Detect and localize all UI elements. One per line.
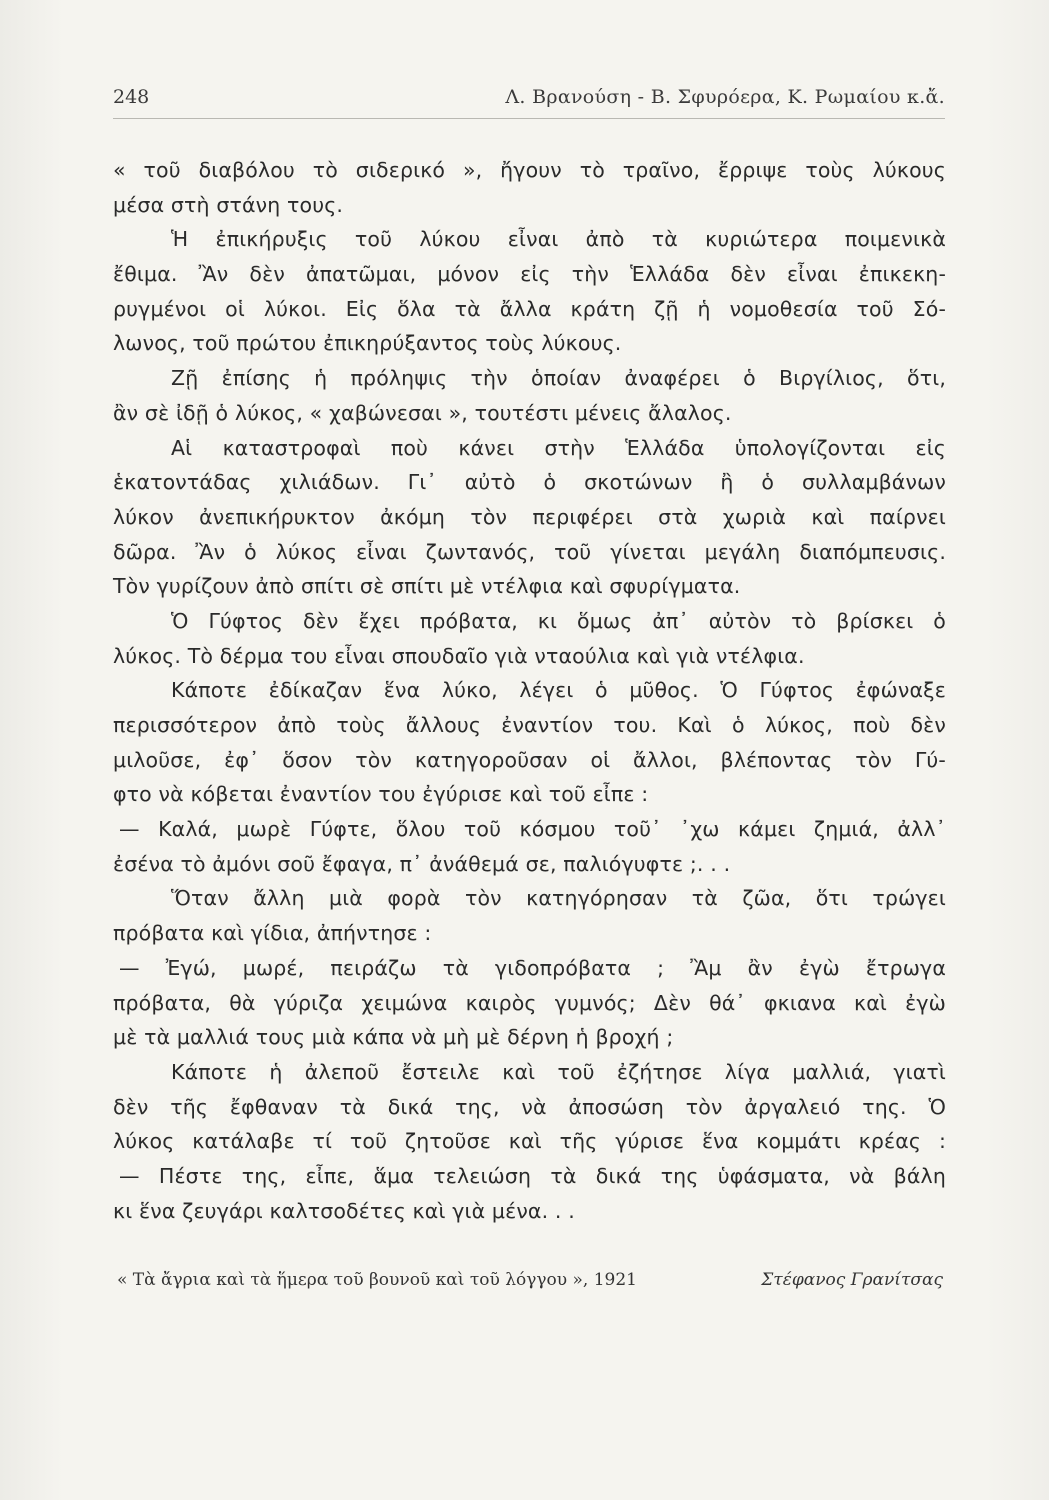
text-line: Ἡ ἐπικήρυξις τοῦ λύκου εἶναι ἀπὸ τὰ κυριώτερα ποιμενικὰ xyxy=(171,227,946,252)
text-line: Ζῇ ἐπίσης ἡ πρόληψις τὴν ὁποίαν ἀναφέρει ὁ Βιργίλιος, ὅτι, xyxy=(171,366,946,391)
text-line: Κάποτε ἡ ἀλεποῦ ἔστειλε καὶ τοῦ ἐζήτησε λίγα μαλλιά, γιατὶ xyxy=(171,1059,946,1084)
page-header xyxy=(113,86,945,116)
text-line: λωνος, τοῦ πρώτου ἐπικηρύξαντος τοὺς λύκους. xyxy=(113,331,622,356)
text-line: λύκος κατάλαβε τί τοῦ ζητοῦσε καὶ τῆς γύρισε ἕνα κομμάτι κρέας : xyxy=(113,1129,946,1154)
body-text xyxy=(113,153,946,1228)
text-line: — Πέστε της, εἶπε, ἅμα τελειώση τὰ δικά της ὑφάσματα, νὰ βάλη xyxy=(119,1163,946,1188)
text-line: ἔθιμα. Ἂν δὲν ἀπατῶμαι, μόνον εἰς τὴν Ἑλλάδα δὲν εἶναι ἐπικεκη- xyxy=(113,262,946,287)
source-author: Στέφανος Γρανίτσας xyxy=(761,1270,943,1290)
page-number: 248 xyxy=(113,86,150,108)
text-line: ἂν σὲ ἰδῇ ὁ λύκος, « χαβώνεσαι », τουτέστι μένεις ἄλαλος. xyxy=(113,400,732,425)
text-line: λύκος. Τὸ δέρμα του εἶναι σπουδαῖο γιὰ νταούλια καὶ γιὰ ντέλφια. xyxy=(113,643,805,668)
text-line: Κάποτε ἐδίκαζαν ἕνα λύκο, λέγει ὁ μῦθος. Ὁ Γύφτος ἐφώναξε xyxy=(171,678,946,703)
text-line: μὲ τὰ μαλλιά τους μιὰ κάπα νὰ μὴ μὲ δέρνη ἡ βροχή ; xyxy=(113,1025,674,1050)
text-line: Αἱ καταστροφαὶ ποὺ κάνει στὴν Ἑλλάδα ὑπολογίζονται εἰς xyxy=(171,435,946,460)
text-line: ἑκατοντάδας χιλιάδων. Γι᾽ αὐτὸ ὁ σκοτώνων ἢ ὁ συλλαμβάνων xyxy=(113,470,946,495)
source-citation: « Τὰ ἄγρια καὶ τὰ ἥμερα τοῦ βουνοῦ καὶ τοῦ λόγγου », 1921 xyxy=(117,1270,638,1290)
text-line: Τὸν γυρίζουν ἀπὸ σπίτι σὲ σπίτι μὲ ντέλφια καὶ σφυρίγματα. xyxy=(113,574,741,599)
source-attribution xyxy=(117,1270,943,1300)
text-line: ἐσένα τὸ ἀμόνι σοῦ ἔφαγα, π᾽ ἀνάθεμά σε, παλιόγυφτε ;. . . xyxy=(113,851,731,876)
text-line: μέσα στὴ στάνη τους. xyxy=(113,192,344,217)
text-line: — Ἐγώ, μωρέ, πειράζω τὰ γιδοπρόβατα ; Ἂμ ἂν ἐγὼ ἔτρωγα xyxy=(119,955,946,980)
text-line: πρόβατα καὶ γίδια, ἀπήντησε : xyxy=(113,921,432,946)
text-line: λύκον ἀνεπικήρυκτον ἀκόμη τὸν περιφέρει στὰ χωριὰ καὶ παίρνει xyxy=(113,504,946,529)
text-line: περισσότερον ἀπὸ τοὺς ἄλλους ἐναντίον του. Καὶ ὁ λύκος, ποὺ δὲν xyxy=(113,713,946,737)
text-line: — Καλά, μωρὲ Γύφτε, ὅλου τοῦ κόσμου τοῦ᾽ ᾽χω κάμει ζημιά, ἀλλ᾽ xyxy=(119,817,946,842)
text-line: κι ἕνα ζευγάρι καλτσοδέτες καὶ γιὰ μένα. . . xyxy=(113,1198,575,1223)
header-rule xyxy=(113,118,945,119)
text-line: Ὁ Γύφτος δὲν ἔχει πρόβατα, κι ὅμως ἀπ᾽ αὐτὸν τὸ βρίσκει ὁ xyxy=(171,608,946,633)
text-line: πρόβατα, θὰ γύριζα χειμώνα καιρὸς γυμνός; Δὲν θά᾽ φκιανα καὶ ἐγὼ xyxy=(113,990,946,1015)
text-line: « τοῦ διαβόλου τὸ σιδερικό », ἤγουν τὸ τραῖνο, ἔρριψε τοὺς λύκους xyxy=(113,158,946,182)
text-line: Ὅταν ἄλλη μιὰ φορὰ τὸν κατηγόρησαν τὰ ζῶα, ὅτι τρώγει xyxy=(171,886,946,911)
text-line: μιλοῦσε, ἐφ᾽ ὅσον τὸν κατηγοροῦσαν οἱ ἄλλοι, βλέποντας τὸν Γύ- xyxy=(113,747,946,772)
text-line: δῶρα. Ἂν ὁ λύκος εἶναι ζωντανός, τοῦ γίνεται μεγάλη διαπόμπευσις. xyxy=(113,539,946,564)
text-line: φτο νὰ κόβεται ἐναντίον του ἐγύρισε καὶ τοῦ εἶπε : xyxy=(113,782,649,807)
text-line: δὲν τῆς ἔφθαναν τὰ δικά της, νὰ ἀποσώση τὸν ἀργαλειό της. Ὁ xyxy=(113,1094,946,1119)
running-title: Λ. Βρανούση - Β. Σφυρόερα, Κ. Ρωμαίου κ.ἄ. xyxy=(505,86,945,108)
text-line: ρυγμένοι οἱ λύκοι. Εἰς ὅλα τὰ ἄλλα κράτη ζῇ ἡ νομοθεσία τοῦ Σό- xyxy=(113,296,946,321)
